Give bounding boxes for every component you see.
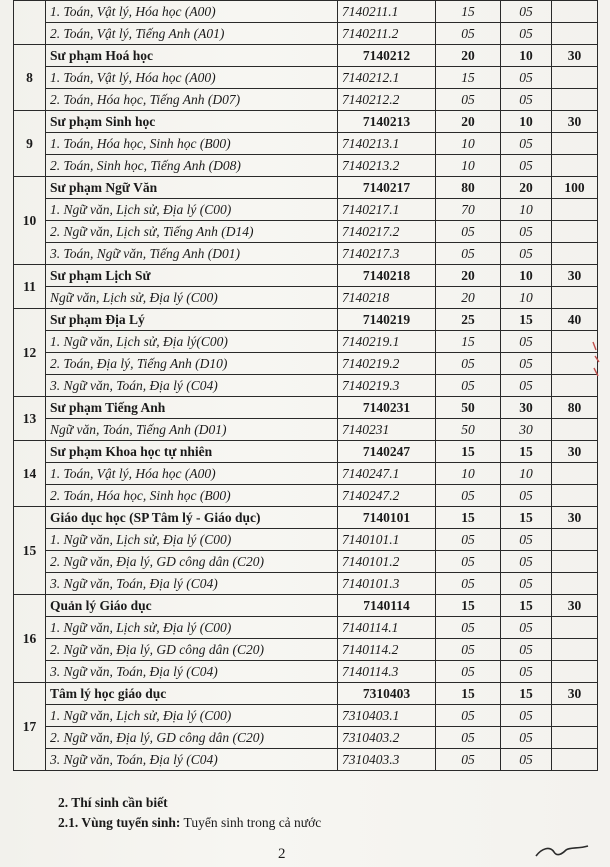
total-cell — [552, 1, 598, 23]
quota-1-cell: 20 — [436, 111, 501, 133]
major-name-cell: Sư phạm Sinh học — [46, 111, 338, 133]
quota-1-cell: 05 — [436, 353, 501, 375]
major-row — [14, 507, 598, 529]
quota-1-cell: 20 — [436, 45, 501, 67]
total-cell — [552, 705, 598, 727]
code-cell: 7140218 — [338, 265, 436, 287]
code-cell: 7140231 — [338, 397, 436, 419]
combination-name-cell: 1. Toán, Vật lý, Hóa học (A00) — [46, 67, 338, 89]
major-row — [14, 45, 598, 67]
combination-name-cell: 3. Ngữ văn, Toán, Địa lý (C04) — [46, 375, 338, 397]
total-cell: 30 — [552, 683, 598, 705]
code-cell: 7310403.1 — [338, 705, 436, 727]
quota-2-cell: 05 — [501, 639, 552, 661]
quota-1-cell: 15 — [436, 507, 501, 529]
combination-name-cell: 2. Ngữ văn, Địa lý, GD công dân (C20) — [46, 551, 338, 573]
quota-2-cell: 05 — [501, 749, 552, 771]
combination-row — [14, 221, 598, 243]
quota-1-cell: 50 — [436, 397, 501, 419]
code-cell: 7140219.2 — [338, 353, 436, 375]
stt-cell: 15 — [14, 507, 46, 595]
quota-2-cell: 10 — [501, 111, 552, 133]
quota-1-cell: 05 — [436, 661, 501, 683]
quota-2-cell: 10 — [501, 265, 552, 287]
code-cell: 7140211.1 — [338, 1, 436, 23]
stt-cell: 8 — [14, 45, 46, 111]
code-cell: 7140217.2 — [338, 221, 436, 243]
code-cell: 7140212.1 — [338, 67, 436, 89]
quota-1-cell: 05 — [436, 727, 501, 749]
quota-2-cell: 05 — [501, 331, 552, 353]
quota-2-cell: 05 — [501, 551, 552, 573]
code-cell: 7310403.3 — [338, 749, 436, 771]
combination-row — [14, 705, 598, 727]
total-cell: 30 — [552, 441, 598, 463]
code-cell: 7140247.2 — [338, 485, 436, 507]
code-cell: 7140101 — [338, 507, 436, 529]
quota-1-cell: 15 — [436, 683, 501, 705]
total-cell — [552, 67, 598, 89]
total-cell: 30 — [552, 507, 598, 529]
subsection-label: 2.1. Vùng tuyển sinh: — [58, 815, 181, 830]
total-cell — [552, 661, 598, 683]
code-cell: 7140213.2 — [338, 155, 436, 177]
quota-2-cell: 05 — [501, 617, 552, 639]
total-cell: 40 — [552, 309, 598, 331]
code-cell: 7140211.2 — [338, 23, 436, 45]
quota-2-cell: 05 — [501, 67, 552, 89]
combination-name-cell: 3. Ngữ văn, Toán, Địa lý (C04) — [46, 573, 338, 595]
quota-1-cell: 20 — [436, 287, 501, 309]
total-cell — [552, 419, 598, 441]
combination-row — [14, 617, 598, 639]
combination-name-cell: 2. Ngữ văn, Địa lý, GD công dân (C20) — [46, 639, 338, 661]
major-row — [14, 683, 598, 705]
quota-2-cell: 10 — [501, 287, 552, 309]
quota-2-cell: 05 — [501, 1, 552, 23]
code-cell: 7140231 — [338, 419, 436, 441]
combination-name-cell: Ngữ văn, Toán, Tiếng Anh (D01) — [46, 419, 338, 441]
combination-name-cell: 1. Ngữ văn, Lịch sử, Địa lý(C00) — [46, 331, 338, 353]
quota-1-cell: 05 — [436, 617, 501, 639]
quota-1-cell: 05 — [436, 551, 501, 573]
quota-1-cell: 05 — [436, 375, 501, 397]
major-row — [14, 309, 598, 331]
combination-row — [14, 727, 598, 749]
stt-cell: 16 — [14, 595, 46, 683]
quota-1-cell: 05 — [436, 639, 501, 661]
combination-row — [14, 353, 598, 375]
quota-1-cell: 10 — [436, 155, 501, 177]
major-row — [14, 265, 598, 287]
quota-1-cell: 15 — [436, 331, 501, 353]
code-cell: 7140114 — [338, 595, 436, 617]
quota-2-cell: 05 — [501, 573, 552, 595]
combination-name-cell: 1. Toán, Vật lý, Hóa học (A00) — [46, 1, 338, 23]
quota-2-cell: 05 — [501, 727, 552, 749]
total-cell — [552, 639, 598, 661]
code-cell: 7140101.1 — [338, 529, 436, 551]
code-cell: 7140217 — [338, 177, 436, 199]
code-cell: 7140101.3 — [338, 573, 436, 595]
code-cell: 7140213.1 — [338, 133, 436, 155]
code-cell: 7140218 — [338, 287, 436, 309]
stt-cell: 10 — [14, 177, 46, 265]
admissions-table — [13, 0, 598, 771]
code-cell: 7140219 — [338, 309, 436, 331]
combination-name-cell: 2. Toán, Vật lý, Tiếng Anh (A01) — [46, 23, 338, 45]
combination-row — [14, 661, 598, 683]
quota-1-cell: 05 — [436, 705, 501, 727]
code-cell: 7140101.2 — [338, 551, 436, 573]
handwritten-initial-icon — [532, 840, 592, 862]
quota-2-cell: 05 — [501, 661, 552, 683]
combination-row — [14, 331, 598, 353]
quota-2-cell: 15 — [501, 595, 552, 617]
code-cell: 7140219.1 — [338, 331, 436, 353]
combination-name-cell: 3. Ngữ văn, Toán, Địa lý (C04) — [46, 661, 338, 683]
code-cell: 7310403.2 — [338, 727, 436, 749]
quota-2-cell: 15 — [501, 683, 552, 705]
quota-2-cell: 05 — [501, 243, 552, 265]
stt-cell: 14 — [14, 441, 46, 507]
quota-1-cell: 15 — [436, 595, 501, 617]
stt-cell — [14, 1, 46, 45]
total-cell — [552, 23, 598, 45]
combination-name-cell: 2. Ngữ văn, Lịch sử, Tiếng Anh (D14) — [46, 221, 338, 243]
quota-2-cell: 30 — [501, 419, 552, 441]
combination-row — [14, 485, 598, 507]
total-cell — [552, 727, 598, 749]
stt-cell: 13 — [14, 397, 46, 441]
quota-2-cell: 05 — [501, 353, 552, 375]
quota-2-cell: 05 — [501, 221, 552, 243]
quota-1-cell: 05 — [436, 23, 501, 45]
total-cell — [552, 243, 598, 265]
page-number: 2 — [278, 846, 286, 862]
code-cell: 7140247.1 — [338, 463, 436, 485]
total-cell — [552, 463, 598, 485]
combination-row — [14, 639, 598, 661]
total-cell — [552, 551, 598, 573]
combination-row — [14, 419, 598, 441]
total-cell — [552, 199, 598, 221]
quota-2-cell: 05 — [501, 529, 552, 551]
combination-name-cell: 1. Toán, Vật lý, Hóa học (A00) — [46, 463, 338, 485]
total-cell — [552, 617, 598, 639]
combination-name-cell: 2. Toán, Hóa học, Tiếng Anh (D07) — [46, 89, 338, 111]
major-name-cell: Giáo dục học (SP Tâm lý - Giáo dục) — [46, 507, 338, 529]
stt-cell: 17 — [14, 683, 46, 771]
combination-row — [14, 529, 598, 551]
quota-1-cell: 15 — [436, 441, 501, 463]
combination-row — [14, 573, 598, 595]
combination-name-cell: 1. Ngữ văn, Lịch sử, Địa lý (C00) — [46, 529, 338, 551]
major-row — [14, 441, 598, 463]
combination-row — [14, 287, 598, 309]
quota-1-cell: 50 — [436, 419, 501, 441]
quota-2-cell: 30 — [501, 397, 552, 419]
total-cell — [552, 221, 598, 243]
quota-1-cell: 05 — [436, 485, 501, 507]
quota-2-cell: 20 — [501, 177, 552, 199]
combination-name-cell: 1. Ngữ văn, Lịch sử, Địa lý (C00) — [46, 617, 338, 639]
combination-row — [14, 243, 598, 265]
quota-1-cell: 20 — [436, 265, 501, 287]
combination-name-cell: 1. Ngữ văn, Lịch sử, Địa lý (C00) — [46, 705, 338, 727]
quota-1-cell: 80 — [436, 177, 501, 199]
combination-name-cell: 2. Ngữ văn, Địa lý, GD công dân (C20) — [46, 727, 338, 749]
total-cell: 30 — [552, 45, 598, 67]
stt-cell: 9 — [14, 111, 46, 177]
code-cell: 7140114.1 — [338, 617, 436, 639]
code-cell: 7140219.3 — [338, 375, 436, 397]
total-cell: 30 — [552, 595, 598, 617]
total-cell: 100 — [552, 177, 598, 199]
code-cell: 7140217.3 — [338, 243, 436, 265]
total-cell — [552, 89, 598, 111]
combination-row — [14, 199, 598, 221]
combination-name-cell: 2. Toán, Địa lý, Tiếng Anh (D10) — [46, 353, 338, 375]
combination-row — [14, 133, 598, 155]
combination-name-cell: Ngữ văn, Lịch sử, Địa lý (C00) — [46, 287, 338, 309]
total-cell — [552, 573, 598, 595]
quota-1-cell: 05 — [436, 89, 501, 111]
quota-2-cell: 05 — [501, 23, 552, 45]
combination-row — [14, 23, 598, 45]
quota-1-cell: 15 — [436, 1, 501, 23]
combination-name-cell: 2. Toán, Sinh học, Tiếng Anh (D08) — [46, 155, 338, 177]
total-cell — [552, 529, 598, 551]
combination-row — [14, 67, 598, 89]
total-cell — [552, 287, 598, 309]
stt-cell: 11 — [14, 265, 46, 309]
major-name-cell: Sư phạm Địa Lý — [46, 309, 338, 331]
quota-2-cell: 10 — [501, 199, 552, 221]
quota-2-cell: 10 — [501, 45, 552, 67]
combination-name-cell: 3. Toán, Ngữ văn, Tiếng Anh (D01) — [46, 243, 338, 265]
major-name-cell: Quản lý Giáo dục — [46, 595, 338, 617]
quota-2-cell: 05 — [501, 155, 552, 177]
major-name-cell: Sư phạm Ngữ Văn — [46, 177, 338, 199]
major-name-cell: Sư phạm Lịch Sử — [46, 265, 338, 287]
combination-name-cell: 1. Ngữ văn, Lịch sử, Địa lý (C00) — [46, 199, 338, 221]
total-cell — [552, 133, 598, 155]
total-cell: 30 — [552, 265, 598, 287]
code-cell: 7140114.3 — [338, 661, 436, 683]
quota-1-cell: 15 — [436, 67, 501, 89]
combination-row — [14, 375, 598, 397]
major-name-cell: Sư phạm Khoa học tự nhiên — [46, 441, 338, 463]
combination-name-cell: 2. Toán, Hóa học, Sinh học (B00) — [46, 485, 338, 507]
combination-row — [14, 749, 598, 771]
major-name-cell: Tâm lý học giáo dục — [46, 683, 338, 705]
subsection-text: Tuyển sinh trong cả nước — [180, 815, 322, 830]
combination-row — [14, 155, 598, 177]
quota-1-cell: 05 — [436, 749, 501, 771]
quota-1-cell: 05 — [436, 243, 501, 265]
total-cell — [552, 485, 598, 507]
total-cell — [552, 155, 598, 177]
code-cell: 7140114.2 — [338, 639, 436, 661]
quota-1-cell: 25 — [436, 309, 501, 331]
quota-1-cell: 10 — [436, 133, 501, 155]
section-heading: 2. Thí sinh cần biết — [58, 795, 168, 810]
margin-pen-mark-icon — [590, 340, 604, 380]
combination-row — [14, 89, 598, 111]
quota-1-cell: 05 — [436, 221, 501, 243]
quota-1-cell: 10 — [436, 463, 501, 485]
combination-name-cell: 3. Ngữ văn, Toán, Địa lý (C04) — [46, 749, 338, 771]
combination-row — [14, 463, 598, 485]
quota-2-cell: 05 — [501, 485, 552, 507]
code-cell: 7140213 — [338, 111, 436, 133]
quota-2-cell: 05 — [501, 705, 552, 727]
total-cell: 30 — [552, 111, 598, 133]
quota-2-cell: 10 — [501, 463, 552, 485]
combination-name-cell: 1. Toán, Hóa học, Sinh học (B00) — [46, 133, 338, 155]
quota-2-cell: 15 — [501, 507, 552, 529]
major-row — [14, 595, 598, 617]
quota-2-cell: 15 — [501, 441, 552, 463]
total-cell — [552, 749, 598, 771]
code-cell: 7140247 — [338, 441, 436, 463]
quota-2-cell: 05 — [501, 375, 552, 397]
major-row — [14, 111, 598, 133]
stt-cell: 12 — [14, 309, 46, 397]
subsection-line — [58, 815, 321, 831]
combination-row — [14, 551, 598, 573]
code-cell: 7310403 — [338, 683, 436, 705]
major-row — [14, 397, 598, 419]
major-row — [14, 177, 598, 199]
total-cell: 80 — [552, 397, 598, 419]
quota-1-cell: 05 — [436, 529, 501, 551]
quota-1-cell: 70 — [436, 199, 501, 221]
major-name-cell: Sư phạm Hoá học — [46, 45, 338, 67]
code-cell: 7140212 — [338, 45, 436, 67]
quota-2-cell: 05 — [501, 133, 552, 155]
code-cell: 7140217.1 — [338, 199, 436, 221]
admissions-table-body — [14, 1, 598, 771]
combination-row — [14, 1, 598, 23]
quota-2-cell: 15 — [501, 309, 552, 331]
quota-2-cell: 05 — [501, 89, 552, 111]
quota-1-cell: 05 — [436, 573, 501, 595]
major-name-cell: Sư phạm Tiếng Anh — [46, 397, 338, 419]
code-cell: 7140212.2 — [338, 89, 436, 111]
